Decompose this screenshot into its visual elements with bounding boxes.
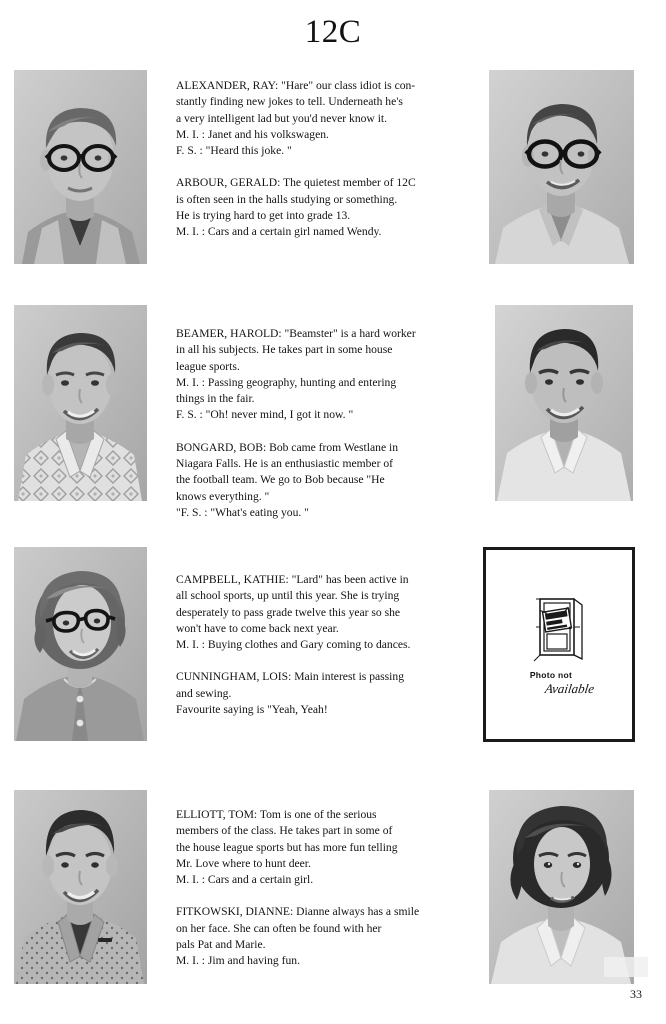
bio-line: the house league sports but has more fun telling [176, 840, 398, 854]
bio-line: a very intelligent lad but you'd never know it. [176, 111, 388, 125]
doorway-illustration-icon [526, 593, 592, 667]
bio-line: M. I. : Passing geography, hunting and entering [176, 375, 397, 389]
bio-beamer-harold [176, 326, 476, 424]
bio-cunningham-lois [176, 669, 476, 718]
page-number: 33 [630, 987, 642, 1001]
bio-line: Favourite saying is "Yeah, Yeah! [176, 703, 328, 717]
bio-line: ALEXANDER, RAY: "Hare" our class idiot is con- [176, 79, 416, 92]
bio-line: is often seen in the halls studying or something. [176, 192, 398, 206]
student-photo-elliott-tom [14, 790, 147, 984]
bio-line: in all his subjects. He takes part in some house [176, 343, 393, 357]
bio-arbour-gerald [176, 175, 476, 240]
bio-line: M. I. : Cars and a certain girl named Wendy. [176, 225, 382, 239]
student-photo-campbell-kathie [14, 547, 147, 741]
bio-line: all school sports, up until this year. She is trying [176, 589, 400, 603]
bio-line: CUNNINGHAM, LOIS: Main interest is passing [176, 670, 404, 684]
bio-line: desperately to pass grade twelve this year so she [176, 605, 401, 619]
bio-line: ARBOUR, GERALD: The quietest member of 12C [176, 176, 416, 190]
bio-line: F. S. : "Heard this joke. " [176, 144, 292, 158]
bio-fitkowski-dianne [176, 904, 476, 969]
student-photo-alexander-ray [14, 70, 147, 264]
bio-line: stantly finding new jokes to tell. Underneath he's [176, 95, 403, 109]
bio-column-row-2 [176, 326, 476, 521]
student-photo-arbour-gerald [489, 70, 634, 264]
bio-line: members of the class. He takes part in some of [176, 824, 393, 838]
placeholder-line-1: Photo not [529, 669, 573, 680]
bio-column-row-1 [176, 78, 476, 241]
bio-line: BEAMER, HAROLD: "Beamster" is a hard worker [176, 327, 416, 340]
bio-alexander-ray [176, 78, 476, 159]
bio-campbell-kathie [176, 572, 476, 653]
bio-line: pals Pat and Marie. [176, 938, 266, 952]
bio-line: He is trying hard to get into grade 13. [176, 209, 351, 223]
bio-line: league sports. [176, 359, 240, 373]
bio-column-row-3 [176, 572, 476, 718]
bio-line: CAMPBELL, KATHIE: "Lard" has been active in [176, 573, 409, 586]
bio-column-row-4 [176, 807, 476, 970]
bio-line: won't have to come back next year. [176, 621, 339, 635]
student-photo-fitkowski-dianne [489, 790, 634, 984]
bio-line: FITKOWSKI, DIANNE: Dianne always has a smile [176, 905, 420, 919]
bio-line: on her face. She can often be found with her [176, 921, 382, 935]
bio-line: M. I. : Jim and having fun. [176, 954, 300, 968]
bio-line: the football team. We go to Bob because "He [176, 473, 385, 487]
page-title: 12C [304, 14, 362, 50]
student-photo-beamer-harold [14, 305, 147, 501]
bio-line: M. I. : Cars and a certain girl. [176, 873, 314, 887]
bio-line: ELLIOTT, TOM: Tom is one of the serious [176, 808, 377, 821]
bio-line: Mr. Love where to hunt deer. [176, 856, 311, 870]
bio-elliott-tom [176, 807, 476, 888]
bio-line: knows everything. " [176, 489, 270, 503]
scan-artifact [604, 957, 648, 977]
placeholder-line-2: Available [544, 680, 596, 696]
photo-not-available-placeholder [483, 547, 635, 742]
bio-line: BONGARD, BOB: Bob came from Westlane in [176, 440, 399, 454]
bio-line: Niagara Falls. He is an enthusiastic member of [176, 457, 393, 471]
bio-line: and sewing. [176, 686, 232, 700]
student-photo-bongard-bob [495, 305, 633, 501]
bio-line: M. I. : Buying clothes and Gary coming to dances. [176, 638, 411, 652]
bio-line: "F. S. : "What's eating you. " [176, 505, 309, 519]
bio-line: F. S. : "Oh! never mind, I got it now. " [176, 408, 354, 422]
bio-bongard-bob [176, 440, 476, 521]
bio-line: M. I. : Janet and his volkswagen. [176, 127, 329, 141]
bio-line: things in the fair. [176, 392, 255, 406]
